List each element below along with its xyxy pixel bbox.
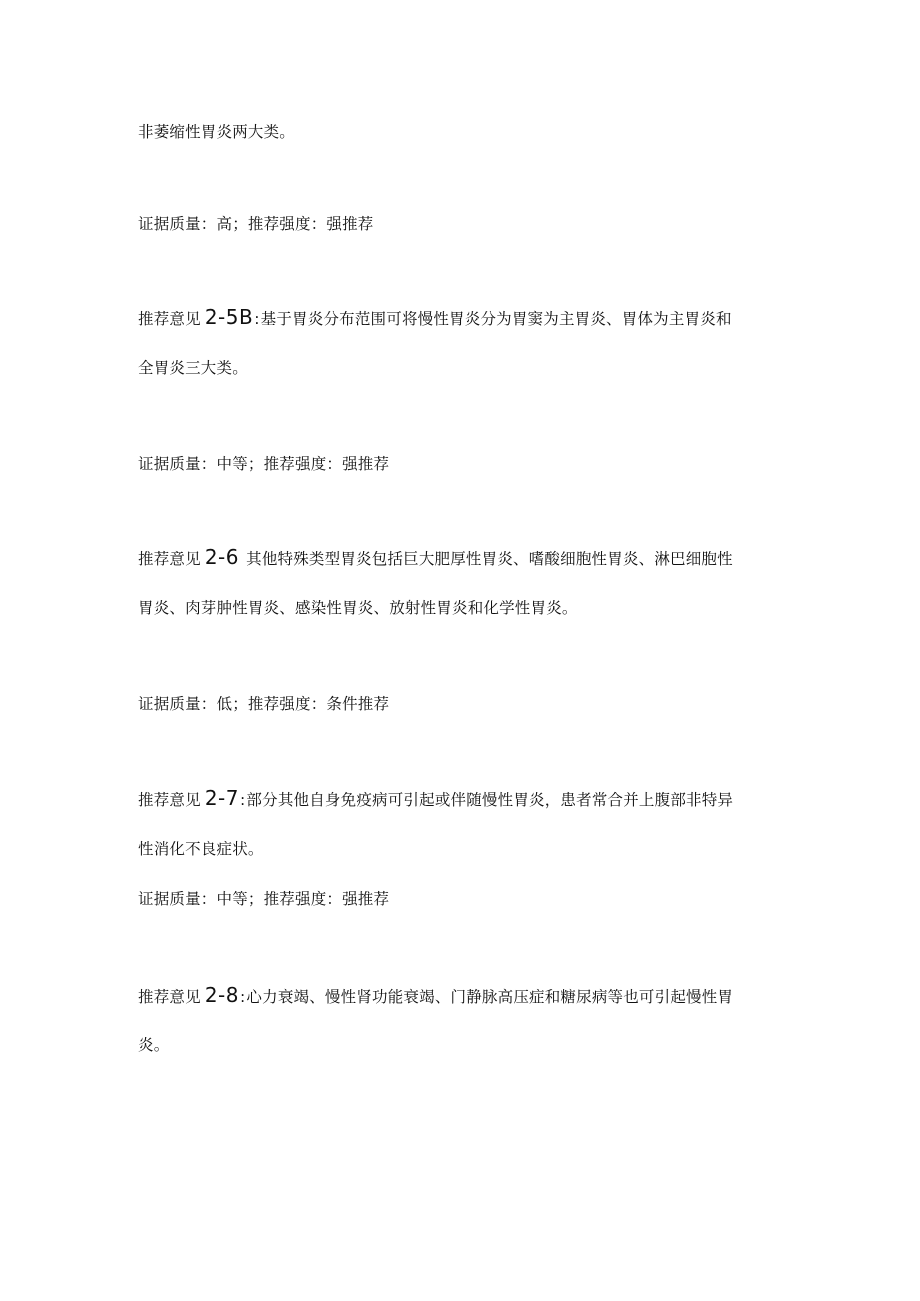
recommendation-2-5b-continuation: 全胃炎三大类。 xyxy=(138,359,248,377)
recommendation-2-6-continuation: 胃炎、肉芽肿性胃炎、感染性胃炎、放射性胃炎和化学性胃炎。 xyxy=(138,599,578,617)
recommendation-text: 心力衰竭、慢性肾功能衰竭、门静脉高压症和糖尿病等也可引起慢性胃 xyxy=(246,988,734,1006)
recommendation-separator: : xyxy=(239,988,246,1006)
recommendation-number: 2-6 xyxy=(204,545,239,569)
evidence-quality-line: 证据质量：高；推荐强度：强推荐 xyxy=(138,215,374,233)
recommendation-separator xyxy=(240,550,245,568)
recommendation-label: 推荐意见 xyxy=(138,310,201,328)
recommendation-2-7-continuation: 性消化不良症状。 xyxy=(138,840,264,858)
recommendation-number: 2-5B xyxy=(204,305,254,329)
recommendation-separator: : xyxy=(239,791,246,809)
recommendation-label: 推荐意见 xyxy=(138,988,201,1006)
recommendation-2-6 xyxy=(138,547,733,569)
recommendation-label: 推荐意见 xyxy=(138,550,201,568)
evidence-quality-line: 证据质量：中等；推荐强度：强推荐 xyxy=(138,455,390,473)
recommendation-2-7 xyxy=(138,788,733,810)
recommendation-number: 2-7 xyxy=(204,786,239,810)
recommendation-number: 2-8 xyxy=(204,983,239,1007)
recommendation-2-8 xyxy=(138,985,733,1007)
recommendation-text: 基于胃炎分布范围可将慢性胃炎分为胃窦为主胃炎、胃体为主胃炎和 xyxy=(260,310,732,328)
evidence-quality-line: 证据质量：中等；推荐强度：强推荐 xyxy=(138,890,390,908)
recommendation-text: 其他特殊类型胃炎包括巨大肥厚性胃炎、嗜酸细胞性胃炎、淋巴细胞性 xyxy=(246,550,733,568)
recommendation-label: 推荐意见 xyxy=(138,791,201,809)
evidence-quality-line: 证据质量：低；推荐强度：条件推荐 xyxy=(138,695,390,713)
paragraph-continuation: 非萎缩性胃炎两大类。 xyxy=(138,123,296,141)
recommendation-2-8-continuation: 炎。 xyxy=(138,1036,170,1054)
recommendation-2-5b xyxy=(138,307,732,329)
recommendation-separator: : xyxy=(254,310,260,328)
recommendation-text: 部分其他自身免疫病可引起或伴随慢性胃炎，患者常合并上腹部非特异 xyxy=(246,791,734,809)
